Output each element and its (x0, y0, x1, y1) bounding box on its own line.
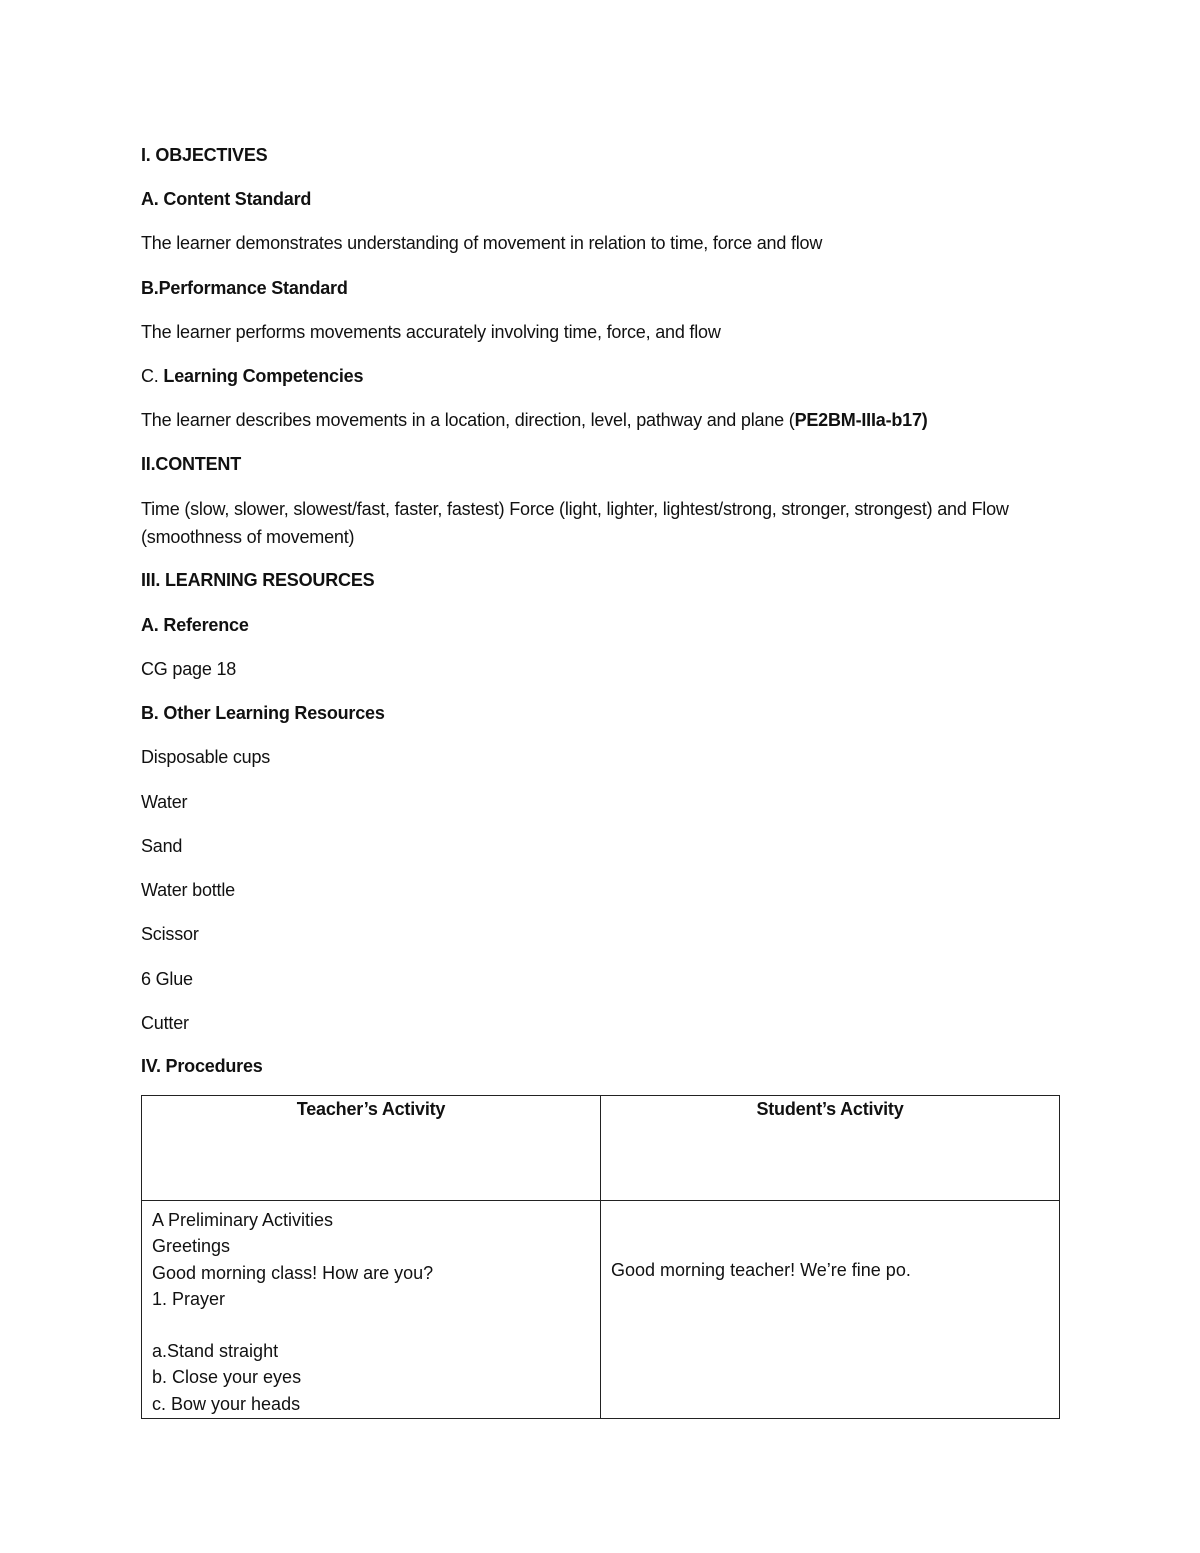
competency-code: PE2BM-IIIa-b17) (794, 410, 928, 430)
teacher-line: c. Bow your heads (152, 1393, 301, 1414)
content-standard-heading: A. Content Standard (141, 189, 312, 209)
spacer (152, 1312, 600, 1338)
content-standard-text: The learner demonstrates understanding of movement in relation to time, force and flow (141, 233, 823, 253)
learning-competencies-heading (141, 363, 363, 389)
procedures-table (141, 1095, 1060, 1419)
content-text: Time (slow, slower, slowest/fast, faster, fastest) Force (light, lighter, lightest/strong, stronger, strongest) and Flow (smoothness of movement) (141, 499, 1009, 547)
performance-standard-heading: B.Performance Standard (141, 278, 348, 298)
teacher-activity-header: Teacher’s Activity (142, 1096, 601, 1201)
student-activity-header: Student’s Activity (601, 1096, 1060, 1201)
student-response: Good morning teacher! We’re fine po. (611, 1260, 911, 1280)
other-resources-heading: B. Other Learning Resources (141, 703, 385, 723)
teacher-line: a.Stand straight (152, 1341, 279, 1362)
teacher-line: b. Close your eyes (152, 1367, 302, 1388)
teacher-activity-cell (142, 1201, 601, 1419)
teacher-line: 1. Prayer (152, 1288, 226, 1309)
learning-competencies-title: Learning Competencies (163, 366, 364, 386)
resource-item: Water bottle (141, 880, 235, 900)
resource-item: Disposable cups (141, 747, 271, 767)
resource-item: Water (141, 792, 188, 812)
table-row (142, 1201, 1060, 1419)
teacher-line: Good morning class! How are you? (152, 1262, 434, 1283)
resource-item: 6 Glue (141, 969, 193, 989)
reference-text: CG page 18 (141, 659, 237, 679)
learning-competencies-text (141, 407, 928, 433)
reference-heading: A. Reference (141, 615, 249, 635)
teacher-line: Greetings (152, 1236, 231, 1257)
resource-item: Scissor (141, 924, 199, 944)
table-header-row (142, 1096, 1060, 1201)
performance-standard-text: The learner performs movements accurately involving time, force, and flow (141, 322, 721, 342)
resource-item: Cutter (141, 1013, 189, 1033)
section-learning-resources-heading: III. LEARNING RESOURCES (141, 570, 375, 590)
section-objectives-heading: I. OBJECTIVES (141, 145, 268, 165)
learning-competencies-description: The learner describes movements in a location, direction, level, pathway and plane ( (141, 410, 795, 430)
student-activity-cell (601, 1201, 1060, 1419)
section-content-heading: II.CONTENT (141, 454, 241, 474)
section-procedures-heading: IV. Procedures (141, 1056, 263, 1076)
teacher-line: A Preliminary Activities (152, 1210, 334, 1230)
learning-competencies-prefix: C. (141, 366, 159, 386)
resource-item: Sand (141, 836, 183, 856)
